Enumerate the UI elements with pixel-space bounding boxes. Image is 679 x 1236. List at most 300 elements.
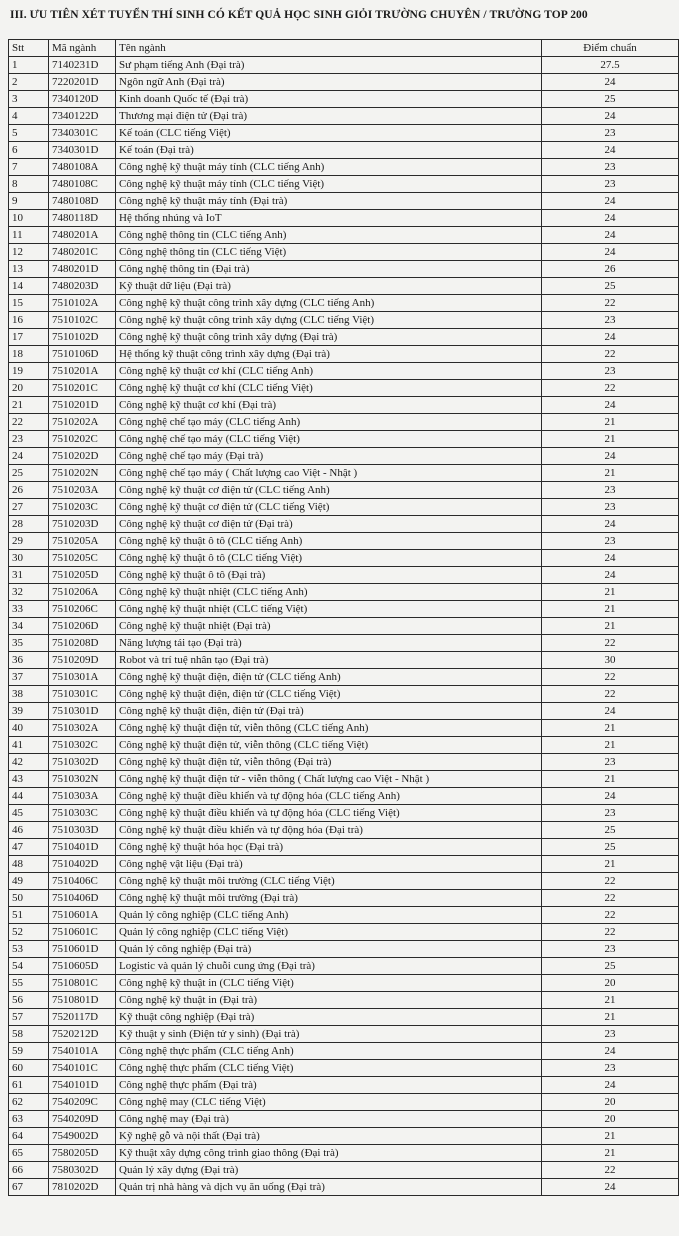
- cell-code: 7549002D: [49, 1128, 116, 1145]
- cell-stt: 54: [9, 958, 49, 975]
- cell-score: 24: [542, 550, 679, 567]
- table-row: [9, 125, 679, 142]
- cell-name: Kỹ nghệ gỗ và nội thất (Đại trà): [116, 1128, 542, 1145]
- table-row: [9, 278, 679, 295]
- table-row: [9, 975, 679, 992]
- cell-stt: 23: [9, 431, 49, 448]
- cell-score: 21: [542, 992, 679, 1009]
- cell-score: 23: [542, 1026, 679, 1043]
- cell-name: Công nghệ kỹ thuật cơ khí (CLC tiếng Việt): [116, 380, 542, 397]
- table-row: [9, 754, 679, 771]
- cell-code: 7540101A: [49, 1043, 116, 1060]
- cell-code: 7340122D: [49, 108, 116, 125]
- cell-stt: 21: [9, 397, 49, 414]
- cell-stt: 61: [9, 1077, 49, 1094]
- cell-stt: 52: [9, 924, 49, 941]
- cell-name: Công nghệ kỹ thuật in (CLC tiếng Việt): [116, 975, 542, 992]
- cell-name: Năng lượng tái tạo (Đại trà): [116, 635, 542, 652]
- table-row: [9, 533, 679, 550]
- table-row: [9, 873, 679, 890]
- header-stt: Stt: [9, 40, 49, 57]
- cell-code: 7510801D: [49, 992, 116, 1009]
- cell-name: Công nghệ kỹ thuật ô tô (Đại trà): [116, 567, 542, 584]
- table-row: [9, 805, 679, 822]
- cell-code: 7220201D: [49, 74, 116, 91]
- cell-stt: 25: [9, 465, 49, 482]
- cell-stt: 67: [9, 1179, 49, 1196]
- cell-code: 7510801C: [49, 975, 116, 992]
- cell-name: Công nghệ kỹ thuật điều khiển và tự động hóa (CLC tiếng Anh): [116, 788, 542, 805]
- cell-score: 21: [542, 601, 679, 618]
- cell-name: Công nghệ thông tin (Đại trà): [116, 261, 542, 278]
- cell-score: 25: [542, 822, 679, 839]
- cell-name: Kỹ thuật xây dựng công trình giao thông (Đại trà): [116, 1145, 542, 1162]
- cell-code: 7580205D: [49, 1145, 116, 1162]
- cell-code: 7510209D: [49, 652, 116, 669]
- cell-name: Công nghệ kỹ thuật điều khiển và tự động hóa (CLC tiếng Việt): [116, 805, 542, 822]
- cell-stt: 47: [9, 839, 49, 856]
- table-row: [9, 652, 679, 669]
- cell-stt: 14: [9, 278, 49, 295]
- cell-stt: 51: [9, 907, 49, 924]
- cell-code: 7510303C: [49, 805, 116, 822]
- cell-name: Quản lý công nghiệp (CLC tiếng Anh): [116, 907, 542, 924]
- cell-code: 7340120D: [49, 91, 116, 108]
- cell-name: Công nghệ kỹ thuật hóa học (Đại trà): [116, 839, 542, 856]
- cell-stt: 63: [9, 1111, 49, 1128]
- table-row: [9, 958, 679, 975]
- cell-stt: 27: [9, 499, 49, 516]
- cell-name: Kỹ thuật dữ liệu (Đại trà): [116, 278, 542, 295]
- cell-stt: 2: [9, 74, 49, 91]
- cell-score: 22: [542, 669, 679, 686]
- table-row: [9, 159, 679, 176]
- cell-score: 24: [542, 227, 679, 244]
- cell-code: 7510406C: [49, 873, 116, 890]
- table-row: [9, 788, 679, 805]
- cell-score: 23: [542, 941, 679, 958]
- cell-code: 7510302D: [49, 754, 116, 771]
- cell-name: Kế toán (CLC tiếng Việt): [116, 125, 542, 142]
- cell-code: 7510605D: [49, 958, 116, 975]
- cell-name: Quản trị nhà hàng và dịch vụ ăn uống (Đại trà): [116, 1179, 542, 1196]
- cell-score: 23: [542, 482, 679, 499]
- cell-name: Công nghệ kỹ thuật điện tử, viễn thông (CLC tiếng Anh): [116, 720, 542, 737]
- cell-stt: 11: [9, 227, 49, 244]
- cell-score: 24: [542, 448, 679, 465]
- cell-code: 7580302D: [49, 1162, 116, 1179]
- cell-name: Công nghệ chế tạo máy (CLC tiếng Anh): [116, 414, 542, 431]
- cell-code: 7480108A: [49, 159, 116, 176]
- cell-score: 22: [542, 924, 679, 941]
- cell-score: 26: [542, 261, 679, 278]
- table-row: [9, 618, 679, 635]
- cell-name: Công nghệ kỹ thuật môi trường (Đại trà): [116, 890, 542, 907]
- cell-name: Công nghệ kỹ thuật cơ khí (CLC tiếng Anh): [116, 363, 542, 380]
- cell-code: 7520117D: [49, 1009, 116, 1026]
- cell-score: 24: [542, 1043, 679, 1060]
- cell-code: 7340301D: [49, 142, 116, 159]
- cell-code: 7510203C: [49, 499, 116, 516]
- cell-stt: 62: [9, 1094, 49, 1111]
- cell-score: 21: [542, 1145, 679, 1162]
- table-row: [9, 1060, 679, 1077]
- cell-code: 7510302C: [49, 737, 116, 754]
- cell-stt: 22: [9, 414, 49, 431]
- cell-name: Quản lý công nghiệp (CLC tiếng Việt): [116, 924, 542, 941]
- cell-name: Công nghệ kỹ thuật điện tử - viễn thông ( Chất lượng cao Việt - Nhật ): [116, 771, 542, 788]
- table-row: [9, 380, 679, 397]
- cell-score: 24: [542, 142, 679, 159]
- cell-stt: 15: [9, 295, 49, 312]
- cell-code: 7510202A: [49, 414, 116, 431]
- cell-score: 24: [542, 329, 679, 346]
- table-row: [9, 74, 679, 91]
- table-row: [9, 312, 679, 329]
- cell-name: Công nghệ kỹ thuật cơ điện tử (CLC tiếng Việt): [116, 499, 542, 516]
- cell-stt: 65: [9, 1145, 49, 1162]
- cell-score: 22: [542, 380, 679, 397]
- cell-name: Quản lý xây dựng (Đại trà): [116, 1162, 542, 1179]
- cell-stt: 43: [9, 771, 49, 788]
- cell-name: Công nghệ thực phẩm (CLC tiếng Anh): [116, 1043, 542, 1060]
- table-row: [9, 210, 679, 227]
- table-row: [9, 907, 679, 924]
- cell-score: 25: [542, 278, 679, 295]
- table-row: [9, 329, 679, 346]
- header-score: Điểm chuẩn: [542, 40, 679, 57]
- cell-stt: 46: [9, 822, 49, 839]
- cell-code: 7540101D: [49, 1077, 116, 1094]
- cell-stt: 34: [9, 618, 49, 635]
- cell-score: 25: [542, 839, 679, 856]
- cell-score: 24: [542, 397, 679, 414]
- cell-code: 7510102A: [49, 295, 116, 312]
- table-row: [9, 839, 679, 856]
- table-row: [9, 482, 679, 499]
- cell-score: 21: [542, 737, 679, 754]
- table-row: [9, 1162, 679, 1179]
- table-row: [9, 1179, 679, 1196]
- cell-score: 21: [542, 720, 679, 737]
- cell-stt: 3: [9, 91, 49, 108]
- table-row: [9, 550, 679, 567]
- cell-stt: 55: [9, 975, 49, 992]
- cell-score: 30: [542, 652, 679, 669]
- cell-score: 27.5: [542, 57, 679, 74]
- admission-scores-table: [8, 39, 679, 1196]
- cell-stt: 50: [9, 890, 49, 907]
- cell-score: 21: [542, 1128, 679, 1145]
- cell-code: 7510601C: [49, 924, 116, 941]
- table-row: [9, 771, 679, 788]
- cell-code: 7480203D: [49, 278, 116, 295]
- table-row: [9, 448, 679, 465]
- table-row: [9, 567, 679, 584]
- table-row: [9, 142, 679, 159]
- cell-code: 7140231D: [49, 57, 116, 74]
- cell-score: 24: [542, 516, 679, 533]
- cell-stt: 20: [9, 380, 49, 397]
- cell-score: 22: [542, 907, 679, 924]
- table-row: [9, 397, 679, 414]
- cell-score: 23: [542, 363, 679, 380]
- cell-name: Công nghệ chế tạo máy (CLC tiếng Việt): [116, 431, 542, 448]
- cell-code: 7510302N: [49, 771, 116, 788]
- cell-name: Công nghệ kỹ thuật công trình xây dựng (CLC tiếng Việt): [116, 312, 542, 329]
- cell-score: 24: [542, 193, 679, 210]
- cell-code: 7510303A: [49, 788, 116, 805]
- cell-score: 22: [542, 890, 679, 907]
- cell-score: 23: [542, 805, 679, 822]
- cell-stt: 53: [9, 941, 49, 958]
- table-row: [9, 635, 679, 652]
- cell-name: Công nghệ chế tạo máy (Đại trà): [116, 448, 542, 465]
- cell-stt: 9: [9, 193, 49, 210]
- table-row: [9, 176, 679, 193]
- table-row: [9, 601, 679, 618]
- cell-code: 7510402D: [49, 856, 116, 873]
- cell-code: 7510201C: [49, 380, 116, 397]
- cell-score: 21: [542, 584, 679, 601]
- cell-name: Công nghệ kỹ thuật điện tử, viễn thông (CLC tiếng Việt): [116, 737, 542, 754]
- cell-score: 24: [542, 703, 679, 720]
- cell-stt: 28: [9, 516, 49, 533]
- cell-score: 23: [542, 159, 679, 176]
- cell-score: 24: [542, 74, 679, 91]
- cell-stt: 8: [9, 176, 49, 193]
- cell-code: 7510201A: [49, 363, 116, 380]
- cell-code: 7510302A: [49, 720, 116, 737]
- header-name: Tên ngành: [116, 40, 542, 57]
- cell-code: 7510202D: [49, 448, 116, 465]
- cell-stt: 49: [9, 873, 49, 890]
- cell-score: 21: [542, 856, 679, 873]
- cell-stt: 13: [9, 261, 49, 278]
- cell-code: 7540101C: [49, 1060, 116, 1077]
- cell-name: Công nghệ thông tin (CLC tiếng Anh): [116, 227, 542, 244]
- table-row: [9, 465, 679, 482]
- table-row: [9, 720, 679, 737]
- cell-name: Công nghệ kỹ thuật công trình xây dựng (CLC tiếng Anh): [116, 295, 542, 312]
- table-row: [9, 686, 679, 703]
- cell-stt: 18: [9, 346, 49, 363]
- cell-stt: 1: [9, 57, 49, 74]
- cell-name: Công nghệ kỹ thuật máy tính (CLC tiếng Anh): [116, 159, 542, 176]
- cell-score: 21: [542, 618, 679, 635]
- cell-stt: 57: [9, 1009, 49, 1026]
- cell-name: Công nghệ kỹ thuật ô tô (CLC tiếng Anh): [116, 533, 542, 550]
- cell-score: 22: [542, 295, 679, 312]
- cell-code: 7480201D: [49, 261, 116, 278]
- cell-name: Công nghệ kỹ thuật cơ điện tử (Đại trà): [116, 516, 542, 533]
- cell-name: Công nghệ kỹ thuật nhiệt (CLC tiếng Anh): [116, 584, 542, 601]
- table-body: [9, 57, 679, 1196]
- cell-code: 7510202N: [49, 465, 116, 482]
- cell-code: 7510201D: [49, 397, 116, 414]
- table-row: [9, 1077, 679, 1094]
- cell-name: Công nghệ kỹ thuật điện, điện tử (CLC tiếng Việt): [116, 686, 542, 703]
- cell-stt: 44: [9, 788, 49, 805]
- cell-code: 7510301A: [49, 669, 116, 686]
- cell-stt: 6: [9, 142, 49, 159]
- cell-score: 25: [542, 958, 679, 975]
- cell-score: 20: [542, 975, 679, 992]
- table-row: [9, 584, 679, 601]
- cell-stt: 56: [9, 992, 49, 1009]
- cell-score: 22: [542, 686, 679, 703]
- cell-code: 7510203A: [49, 482, 116, 499]
- cell-stt: 29: [9, 533, 49, 550]
- cell-score: 20: [542, 1111, 679, 1128]
- cell-stt: 30: [9, 550, 49, 567]
- cell-score: 22: [542, 1162, 679, 1179]
- cell-score: 21: [542, 431, 679, 448]
- table-row: [9, 992, 679, 1009]
- cell-name: Kinh doanh Quốc tế (Đại trà): [116, 91, 542, 108]
- cell-stt: 40: [9, 720, 49, 737]
- cell-name: Công nghệ kỹ thuật ô tô (CLC tiếng Việt): [116, 550, 542, 567]
- cell-stt: 42: [9, 754, 49, 771]
- cell-name: Sư phạm tiếng Anh (Đại trà): [116, 57, 542, 74]
- cell-score: 24: [542, 1179, 679, 1196]
- cell-name: Kế toán (Đại trà): [116, 142, 542, 159]
- table-row: [9, 227, 679, 244]
- cell-score: 24: [542, 788, 679, 805]
- table-row: [9, 431, 679, 448]
- cell-name: Công nghệ thực phẩm (CLC tiếng Việt): [116, 1060, 542, 1077]
- cell-stt: 7: [9, 159, 49, 176]
- cell-name: Công nghệ thực phẩm (Đại trà): [116, 1077, 542, 1094]
- cell-name: Công nghệ may (Đại trà): [116, 1111, 542, 1128]
- cell-stt: 12: [9, 244, 49, 261]
- cell-code: 7510406D: [49, 890, 116, 907]
- cell-stt: 36: [9, 652, 49, 669]
- cell-score: 21: [542, 771, 679, 788]
- table-row: [9, 295, 679, 312]
- cell-stt: 16: [9, 312, 49, 329]
- table-row: [9, 346, 679, 363]
- cell-name: Công nghệ kỹ thuật điện, điện tử (CLC tiếng Anh): [116, 669, 542, 686]
- cell-stt: 33: [9, 601, 49, 618]
- cell-stt: 24: [9, 448, 49, 465]
- table-row: [9, 363, 679, 380]
- cell-name: Công nghệ kỹ thuật nhiệt (CLC tiếng Việt): [116, 601, 542, 618]
- cell-code: 7510206A: [49, 584, 116, 601]
- cell-code: 7510106D: [49, 346, 116, 363]
- table-row: [9, 91, 679, 108]
- cell-code: 7520212D: [49, 1026, 116, 1043]
- cell-score: 21: [542, 465, 679, 482]
- table-row: [9, 856, 679, 873]
- cell-code: 7510206D: [49, 618, 116, 635]
- cell-stt: 26: [9, 482, 49, 499]
- cell-code: 7510205D: [49, 567, 116, 584]
- cell-stt: 31: [9, 567, 49, 584]
- cell-name: Công nghệ kỹ thuật máy tính (CLC tiếng Việt): [116, 176, 542, 193]
- table-row: [9, 1128, 679, 1145]
- cell-name: Công nghệ vật liệu (Đại trà): [116, 856, 542, 873]
- cell-score: 23: [542, 1060, 679, 1077]
- cell-code: 7510301D: [49, 703, 116, 720]
- cell-code: 7480108D: [49, 193, 116, 210]
- cell-code: 7540209C: [49, 1094, 116, 1111]
- cell-code: 7510208D: [49, 635, 116, 652]
- cell-code: 7540209D: [49, 1111, 116, 1128]
- table-row: [9, 414, 679, 431]
- cell-stt: 19: [9, 363, 49, 380]
- table-row: [9, 1094, 679, 1111]
- cell-code: 7510102D: [49, 329, 116, 346]
- table-row: [9, 941, 679, 958]
- cell-score: 22: [542, 873, 679, 890]
- cell-code: 7810202D: [49, 1179, 116, 1196]
- cell-score: 24: [542, 1077, 679, 1094]
- cell-stt: 48: [9, 856, 49, 873]
- cell-stt: 58: [9, 1026, 49, 1043]
- cell-code: 7510102C: [49, 312, 116, 329]
- cell-stt: 5: [9, 125, 49, 142]
- cell-score: 24: [542, 244, 679, 261]
- table-row: [9, 1043, 679, 1060]
- cell-score: 21: [542, 1009, 679, 1026]
- table-row: [9, 737, 679, 754]
- cell-stt: 66: [9, 1162, 49, 1179]
- table-row: [9, 193, 679, 210]
- cell-stt: 59: [9, 1043, 49, 1060]
- table-row: [9, 1145, 679, 1162]
- cell-name: Robot và trí tuệ nhân tạo (Đại trà): [116, 652, 542, 669]
- cell-score: 22: [542, 635, 679, 652]
- cell-name: Công nghệ may (CLC tiếng Việt): [116, 1094, 542, 1111]
- cell-score: 23: [542, 533, 679, 550]
- cell-stt: 45: [9, 805, 49, 822]
- cell-stt: 60: [9, 1060, 49, 1077]
- cell-name: Công nghệ kỹ thuật cơ khí (Đại trà): [116, 397, 542, 414]
- cell-code: 7480201C: [49, 244, 116, 261]
- cell-score: 20: [542, 1094, 679, 1111]
- section-title: III. ƯU TIÊN XÉT TUYỂN THÍ SINH CÓ KẾT QUẢ HỌC SINH GIỎI TRƯỜNG CHUYÊN / TRƯỜNG TOP 200: [10, 9, 588, 21]
- cell-stt: 37: [9, 669, 49, 686]
- table-row: [9, 1009, 679, 1026]
- cell-name: Hệ thống nhúng và IoT: [116, 210, 542, 227]
- cell-name: Kỹ thuật công nghiệp (Đại trà): [116, 1009, 542, 1026]
- table-row: [9, 516, 679, 533]
- cell-code: 7510303D: [49, 822, 116, 839]
- cell-code: 7480108C: [49, 176, 116, 193]
- cell-score: 21: [542, 414, 679, 431]
- cell-score: 22: [542, 346, 679, 363]
- cell-name: Công nghệ kỹ thuật điều khiển và tự động hóa (Đại trà): [116, 822, 542, 839]
- cell-name: Thương mại điện tử (Đại trà): [116, 108, 542, 125]
- cell-stt: 64: [9, 1128, 49, 1145]
- cell-name: Công nghệ kỹ thuật cơ điện tử (CLC tiếng Anh): [116, 482, 542, 499]
- cell-stt: 38: [9, 686, 49, 703]
- table-row: [9, 822, 679, 839]
- cell-stt: 35: [9, 635, 49, 652]
- cell-stt: 32: [9, 584, 49, 601]
- cell-score: 24: [542, 108, 679, 125]
- cell-code: 7510203D: [49, 516, 116, 533]
- cell-name: Kỹ thuật y sinh (Điện tử y sinh) (Đại trà): [116, 1026, 542, 1043]
- table-row: [9, 108, 679, 125]
- cell-name: Công nghệ kỹ thuật công trình xây dựng (Đại trà): [116, 329, 542, 346]
- cell-code: 7510202C: [49, 431, 116, 448]
- cell-score: 23: [542, 312, 679, 329]
- table-row: [9, 57, 679, 74]
- cell-code: 7480118D: [49, 210, 116, 227]
- cell-score: 23: [542, 125, 679, 142]
